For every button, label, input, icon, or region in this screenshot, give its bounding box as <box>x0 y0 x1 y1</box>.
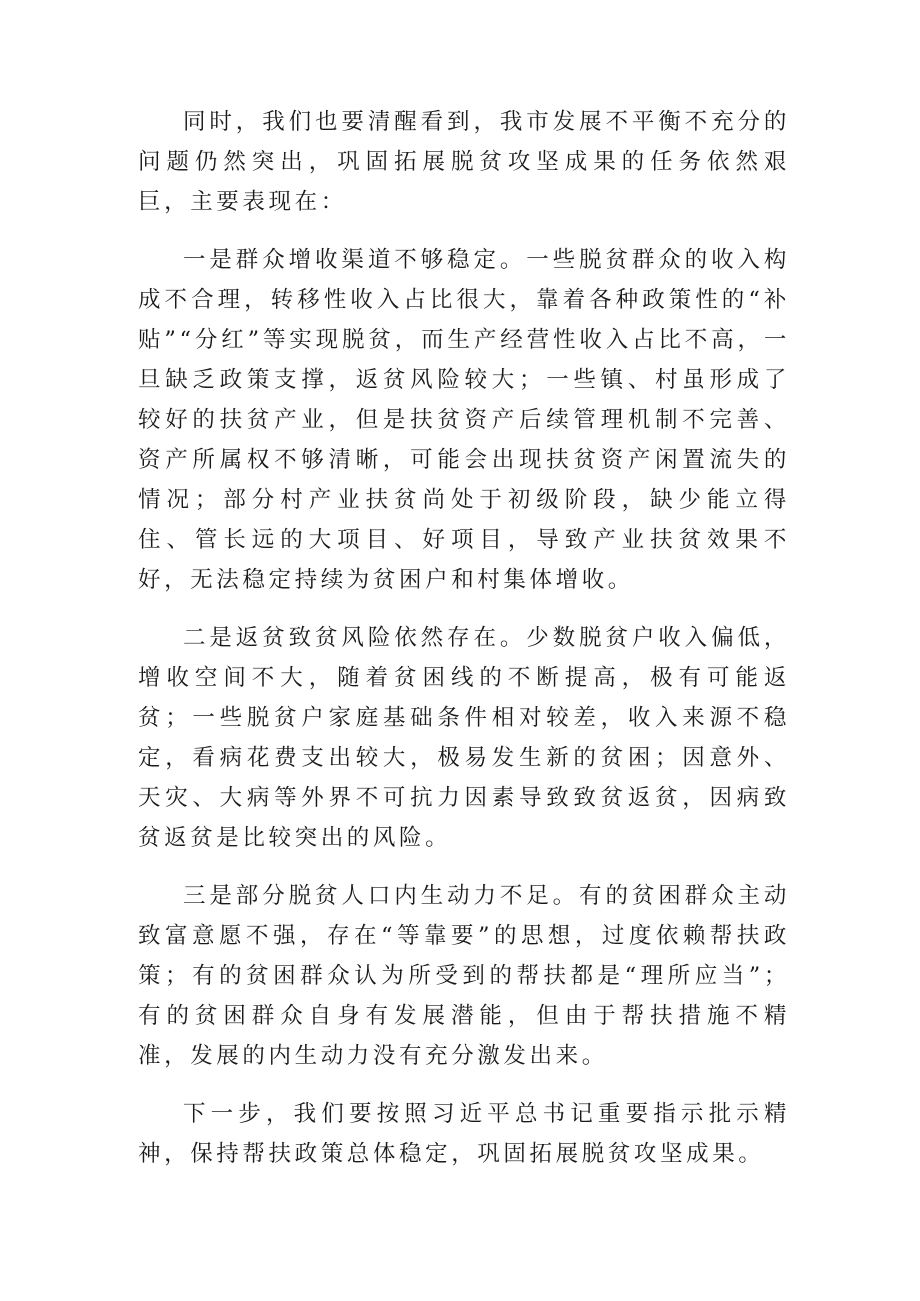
paragraph-next-step: 下一步，我们要按照习近平总书记重要指示批示精神，保持帮扶政策总体稳定，巩固拓展脱贫攻坚成果。 <box>138 1101 790 1167</box>
paragraph-intro: 同时，我们也要清醒看到，我市发展不平衡不充分的问题仍然突出，巩固拓展脱贫攻坚成果的任务依然艰巨，主要表现在： <box>138 109 790 215</box>
paragraph-point-two: 二是返贫致贫风险依然存在。少数脱贫户收入偏低，增收空间不大，随着贫困线的不断提高，极有可能返贫；一些脱贫户家庭基础条件相对较差，收入来源不稳定，看病花费支出较大，极易发生新的贫困；因意外、天灾、大病等外界不可抗力因素导致致贫返贫，因病致贫返贫是比较突出的风险。 <box>138 625 790 851</box>
paragraph-point-one: 一是群众增收渠道不够稳定。一些脱贫群众的收入构成不合理，转移性收入占比很大，靠着各种政策性的“补贴”“分红”等实现脱贫，而生产经营性收入占比不高，一旦缺乏政策支撑，返贫风险较大；一些镇、村虽形成了较好的扶贫产业，但是扶贫资产后续管理机制不完善、资产所属权不够清晰，可能会出现扶贫资产闲置流失的情况；部分村产业扶贫尚处于初级阶段，缺少能立得住、管长远的大项目、好项目，导致产业扶贫效果不好，无法稳定持续为贫困户和村集体增收。 <box>138 247 790 593</box>
paragraph-point-three: 三是部分脱贫人口内生动力不足。有的贫困群众主动致富意愿不强，存在“等靠要”的思想，过度依赖帮扶政策；有的贫困群众认为所受到的帮扶都是“理所应当”；有的贫困群众自身有发展潜能，但由于帮扶措施不精准，发展的内生动力没有充分激发出来。 <box>138 883 790 1069</box>
